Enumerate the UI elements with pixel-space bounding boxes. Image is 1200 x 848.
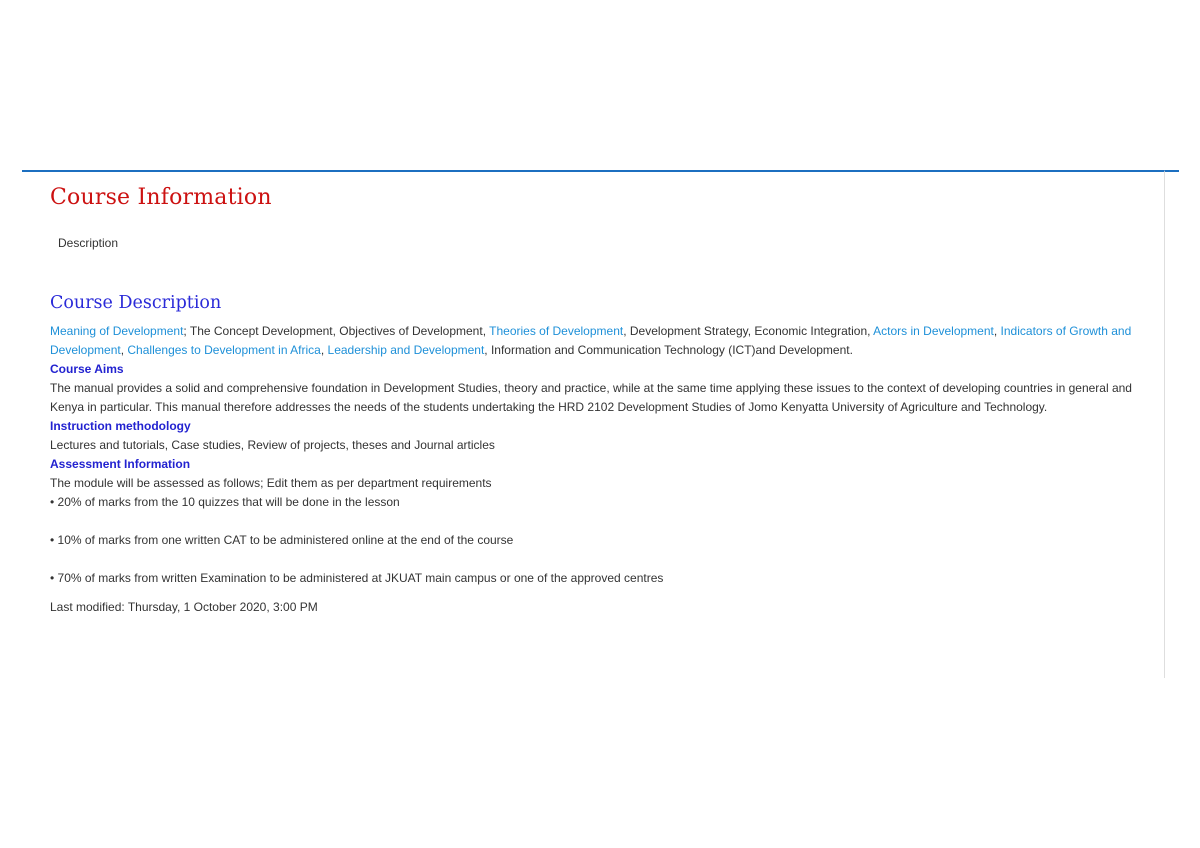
spacer xyxy=(50,550,1148,569)
topic-link[interactable]: Indicators of Growth and Development xyxy=(50,324,1132,357)
section-title: Course Description xyxy=(50,293,222,313)
instruction-methodology-heading: Instruction methodology xyxy=(50,419,191,433)
assessment-item: • 20% of marks from the 10 quizzes that will be done in the lesson xyxy=(50,495,400,509)
course-info-panel xyxy=(22,170,1165,678)
topic-link[interactable]: Challenges to Development in Africa xyxy=(127,343,321,357)
topic-text: , xyxy=(120,343,128,357)
topic-link[interactable]: Meaning of Development xyxy=(50,324,184,338)
topic-text: , Information and Communication Technology (ICT)and Development. xyxy=(484,343,853,357)
topic-link[interactable]: Leadership and Development xyxy=(327,343,485,357)
topic-text: ; The Concept Development, Objectives of Development, xyxy=(183,324,490,338)
topics-paragraph xyxy=(50,322,1148,360)
assessment-intro: The module will be assessed as follows; Edit them as per department requirements xyxy=(50,476,492,490)
tab-description[interactable]: Description xyxy=(58,236,119,250)
course-aims-heading: Course Aims xyxy=(50,362,124,376)
divider xyxy=(1165,170,1179,172)
spacer xyxy=(50,512,1148,531)
topic-text: , Development Strategy, Economic Integration, xyxy=(623,324,874,338)
assessment-item: • 70% of marks from written Examination to be administered at JKUAT main campus or one of the approved centres xyxy=(50,571,664,585)
topic-link[interactable]: Theories of Development xyxy=(489,324,624,338)
instruction-methodology-text: Lectures and tutorials, Case studies, Review of projects, theses and Journal articles xyxy=(50,438,495,452)
page-title: Course Information xyxy=(50,185,272,210)
last-modified: Last modified: Thursday, 1 October 2020, 3:00 PM xyxy=(50,600,318,614)
topic-text: , xyxy=(320,343,328,357)
topic-link[interactable]: Actors in Development xyxy=(873,324,994,338)
course-description-content xyxy=(50,322,1148,617)
assessment-heading: Assessment Information xyxy=(50,457,191,471)
assessment-item: • 10% of marks from one written CAT to be administered online at the end of the course xyxy=(50,533,514,547)
topic-text: , xyxy=(993,324,1001,338)
course-aims-text: The manual provides a solid and comprehensive foundation in Development Studies, theory and practice, while at the same time applying these issues to the context of developing countries in general and Kenya in particular. This manual therefore addresses the needs of the students undertaking the HRD 2102 Development Studies of Jomo Kenyatta University of Agriculture and Technology. xyxy=(50,381,1132,414)
